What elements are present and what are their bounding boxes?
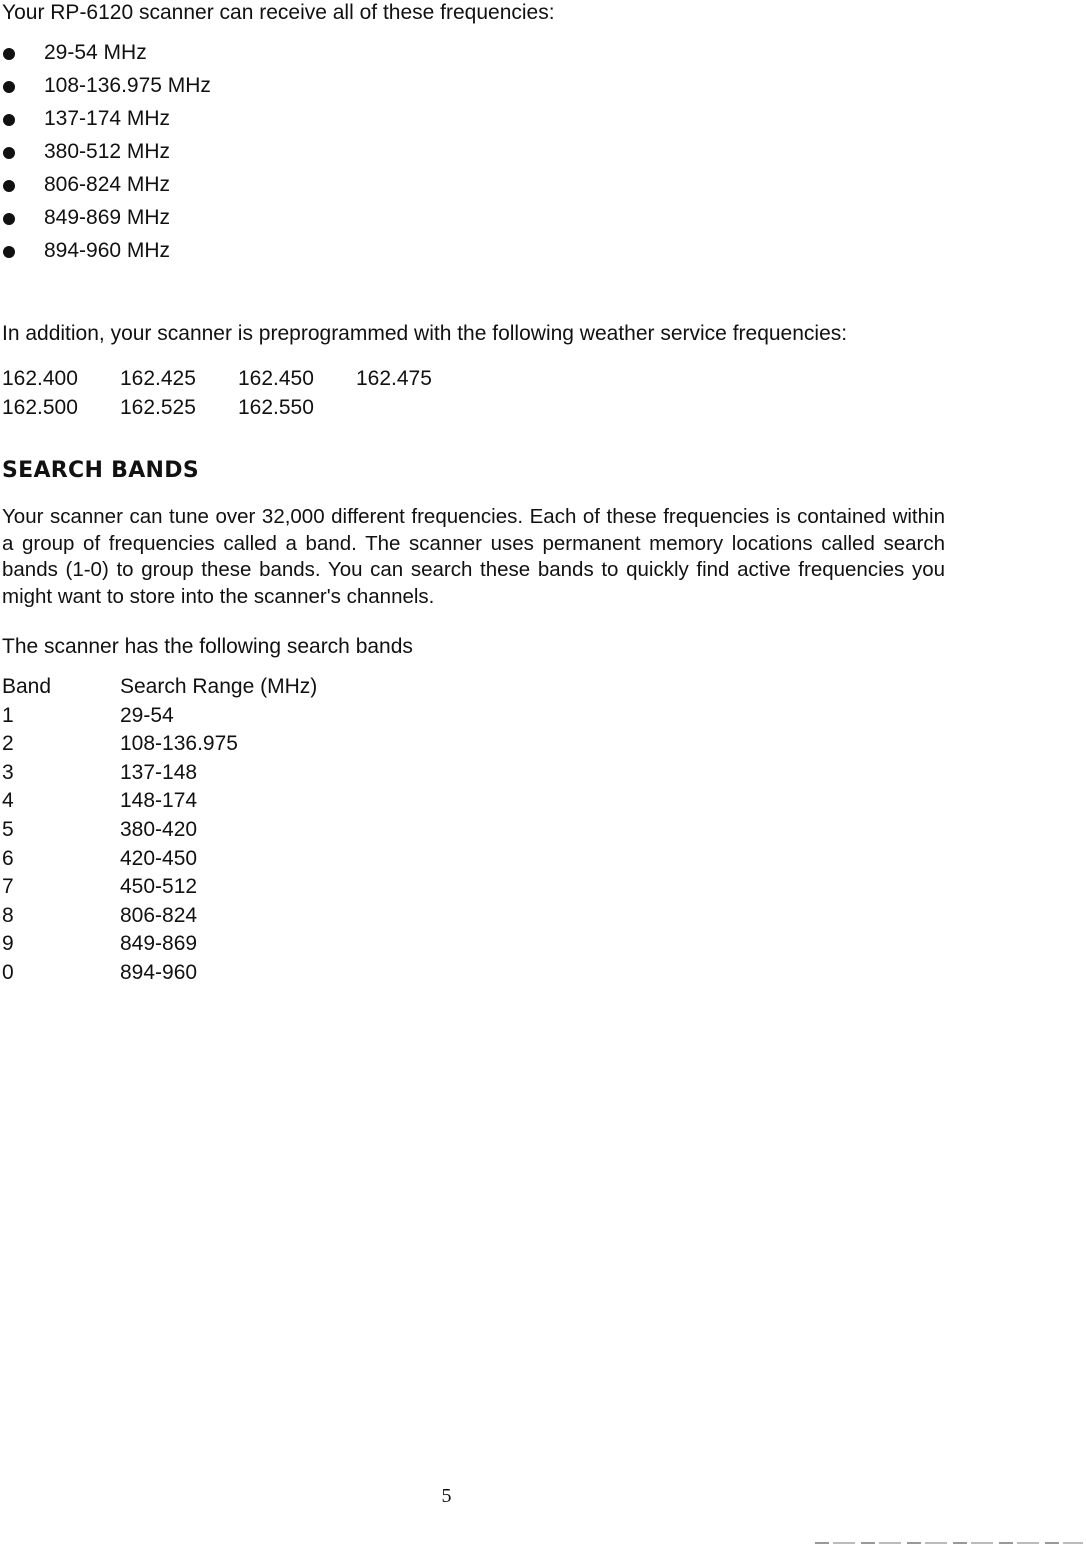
band-number: 1 [2, 703, 14, 727]
scan-artifact-line [815, 1542, 1083, 1544]
frequency-range: 806-824 MHz [44, 173, 171, 196]
column-header-band: Band [2, 675, 52, 698]
intro-text: Your RP-6120 scanner can receive all of these frequencies: [2, 1, 555, 24]
bullet-icon [3, 213, 15, 225]
frequency-range: 29-54 MHz [44, 41, 147, 64]
page-number: 5 [441, 1485, 452, 1507]
band-number: 2 [2, 732, 14, 756]
band-number: 4 [2, 789, 14, 813]
weather-frequency: 162.425 [120, 367, 196, 390]
bullet-icon [3, 246, 15, 258]
weather-frequency: 162.500 [2, 396, 78, 419]
weather-frequency: 162.475 [356, 367, 432, 390]
bullet-icon [3, 114, 15, 126]
weather-frequency: 162.525 [120, 396, 196, 419]
weather-frequency: 162.450 [238, 367, 314, 390]
weather-frequency: 162.550 [238, 396, 314, 419]
band-number: 8 [2, 903, 14, 927]
bullet-icon [3, 147, 15, 159]
band-number: 7 [2, 875, 14, 899]
band-number: 3 [2, 760, 14, 784]
frequency-range: 137-174 MHz [44, 107, 171, 130]
band-range: 29-54 [120, 703, 174, 727]
band-range: 108-136.975 [120, 732, 238, 756]
band-range: 806-824 [120, 903, 198, 927]
band-range: 849-869 [120, 932, 198, 956]
weather-frequency: 162.400 [2, 367, 78, 390]
bullet-icon [3, 180, 15, 192]
frequency-range: 108-136.975 MHz [44, 74, 211, 97]
band-range: 894-960 [120, 960, 198, 984]
band-range: 450-512 [120, 875, 198, 899]
band-range: 148-174 [120, 789, 198, 813]
section-heading: SEARCH BANDS [2, 458, 199, 483]
frequency-range: 380-512 MHz [44, 140, 171, 163]
frequency-range: 849-869 MHz [44, 206, 171, 229]
band-number: 9 [2, 932, 14, 956]
weather-intro-text: In addition, your scanner is preprogrammed with the following weather service frequencies: [2, 322, 848, 345]
band-range: 420-450 [120, 846, 198, 870]
column-header-range: Search Range (MHz) [120, 675, 318, 698]
band-number: 5 [2, 817, 14, 841]
bullet-icon [3, 48, 15, 60]
table-intro-text: The scanner has the following search bands [2, 635, 413, 658]
band-number: 6 [2, 846, 14, 870]
section-paragraph: Your scanner can tune over 32,000 different frequencies. Each of these frequencies is contained within a group of frequencies called a band. The scanner uses permanent memory locations called search bands (1-0) to group these bands. You can search these bands to quickly find active frequencies you might want to store into the scanner's channels. [2, 505, 945, 608]
band-range: 137-148 [120, 760, 198, 784]
frequency-range: 894-960 MHz [44, 239, 171, 262]
band-number: 0 [2, 960, 14, 984]
band-range: 380-420 [120, 817, 198, 841]
bullet-icon [3, 81, 15, 93]
